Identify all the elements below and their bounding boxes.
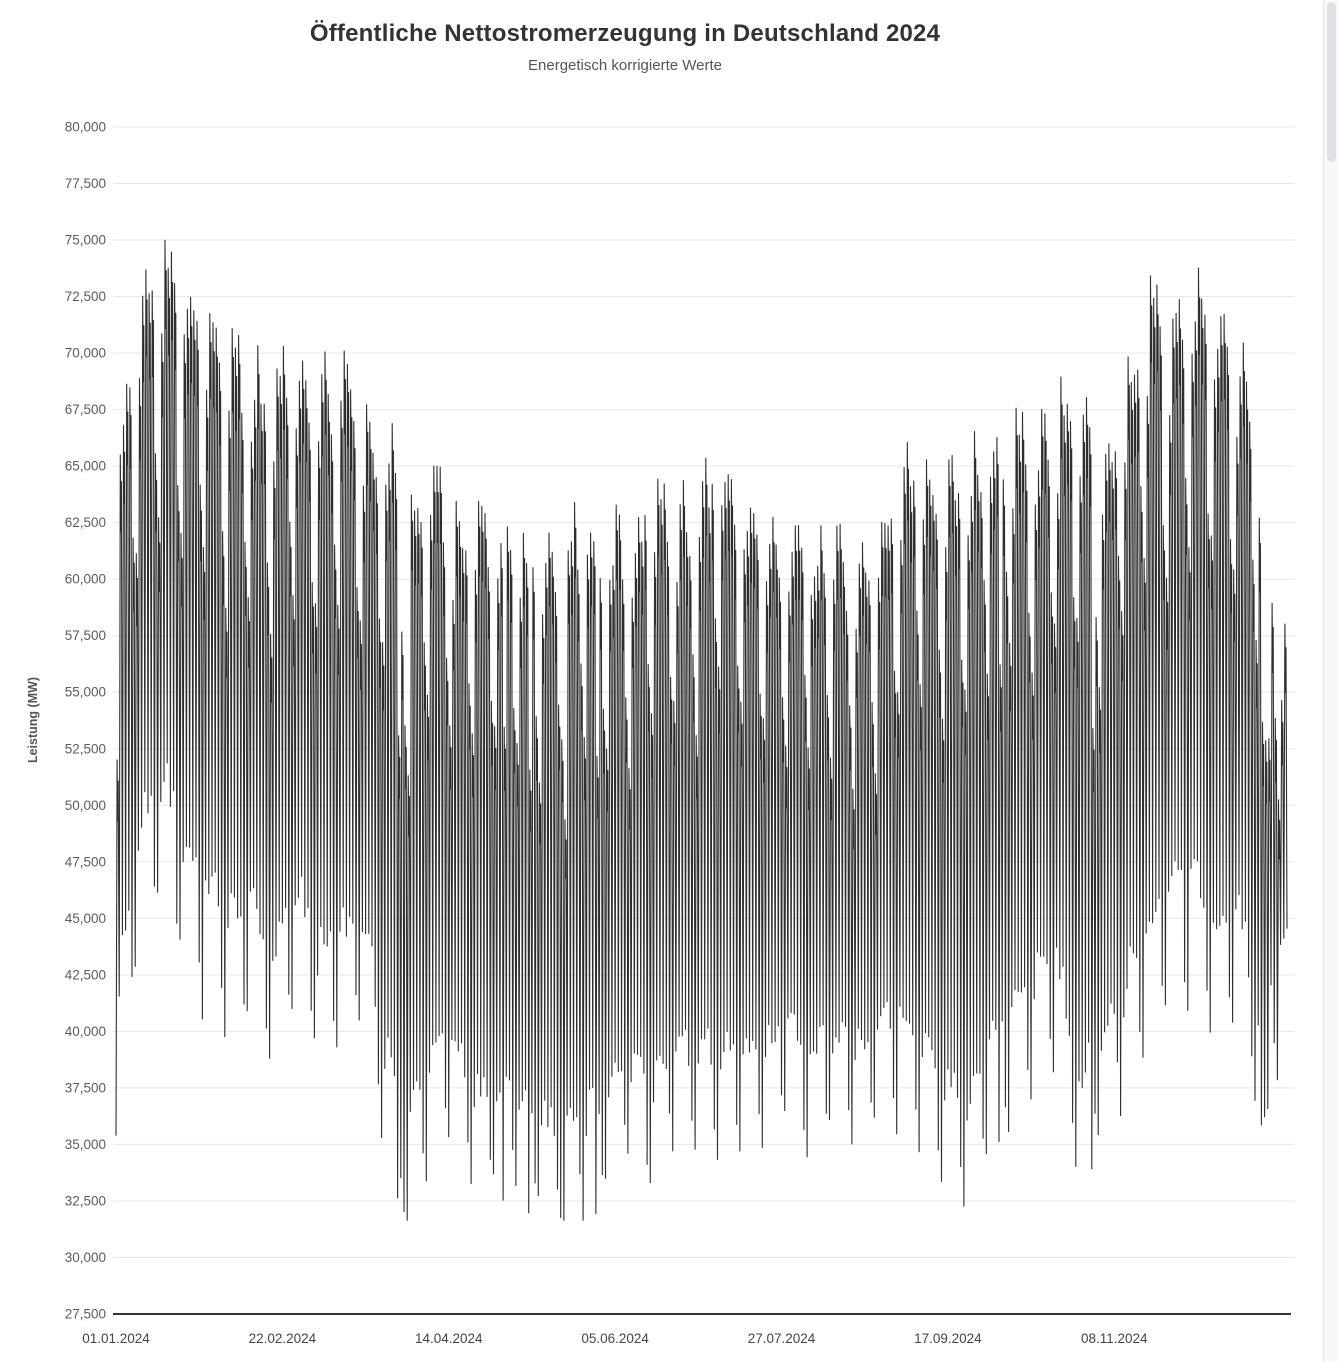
y-axis-tick-label: 72,500 [64, 289, 106, 305]
y-axis-tick-label: 80,000 [64, 119, 106, 135]
y-axis-tick-label: 30,000 [64, 1249, 106, 1265]
y-axis-tick-label: 32,500 [64, 1193, 106, 1209]
chart-subtitle: Energetisch korrigierte Werte [528, 57, 722, 74]
vertical-scrollbar-track[interactable] [1323, 0, 1338, 1362]
y-axis-tick-label: 70,000 [64, 345, 106, 361]
y-axis-tick-label: 60,000 [64, 571, 106, 587]
chart-title: Öffentliche Nettostromerzeugung in Deutschland 2024 [309, 20, 941, 47]
y-axis-tick-label: 27,500 [64, 1306, 106, 1322]
y-axis-tick-label: 40,000 [64, 1023, 106, 1039]
y-axis-title: Leistung (MW) [26, 676, 40, 764]
y-axis-tick-label: 37,500 [64, 1080, 106, 1096]
y-axis-tick-label: 67,500 [64, 402, 106, 418]
x-axis-tick-label: 14.04.2024 [414, 1331, 483, 1346]
x-axis-tick-label: 22.02.2024 [248, 1331, 317, 1346]
y-axis-tick-label: 65,000 [64, 458, 106, 474]
y-axis-tick-label: 55,000 [64, 684, 106, 700]
series-line [116, 240, 1287, 1220]
y-axis-tick-label: 50,000 [64, 797, 106, 813]
vertical-scrollbar-thumb[interactable] [1327, 2, 1336, 162]
y-axis-tick-label: 62,500 [64, 515, 106, 531]
y-axis-tick-label: 47,500 [64, 854, 106, 870]
x-axis-tick-label: 27.07.2024 [747, 1331, 816, 1346]
y-axis-tick-label: 77,500 [64, 176, 106, 192]
y-axis-tick-label: 35,000 [64, 1136, 106, 1152]
y-axis-tick-label: 52,500 [64, 741, 106, 757]
x-axis-tick-label: 05.06.2024 [581, 1331, 649, 1346]
y-axis-tick-label: 45,000 [64, 910, 106, 926]
x-axis-tick-label: 17.09.2024 [914, 1331, 982, 1346]
y-axis-tick-label: 75,000 [64, 232, 106, 248]
y-axis-tick-label: 57,500 [64, 628, 106, 644]
y-axis-tick-label: 42,500 [64, 967, 106, 983]
x-axis-tick-label: 08.11.2024 [1080, 1331, 1148, 1346]
x-axis-tick-label: 01.01.2024 [82, 1331, 150, 1346]
